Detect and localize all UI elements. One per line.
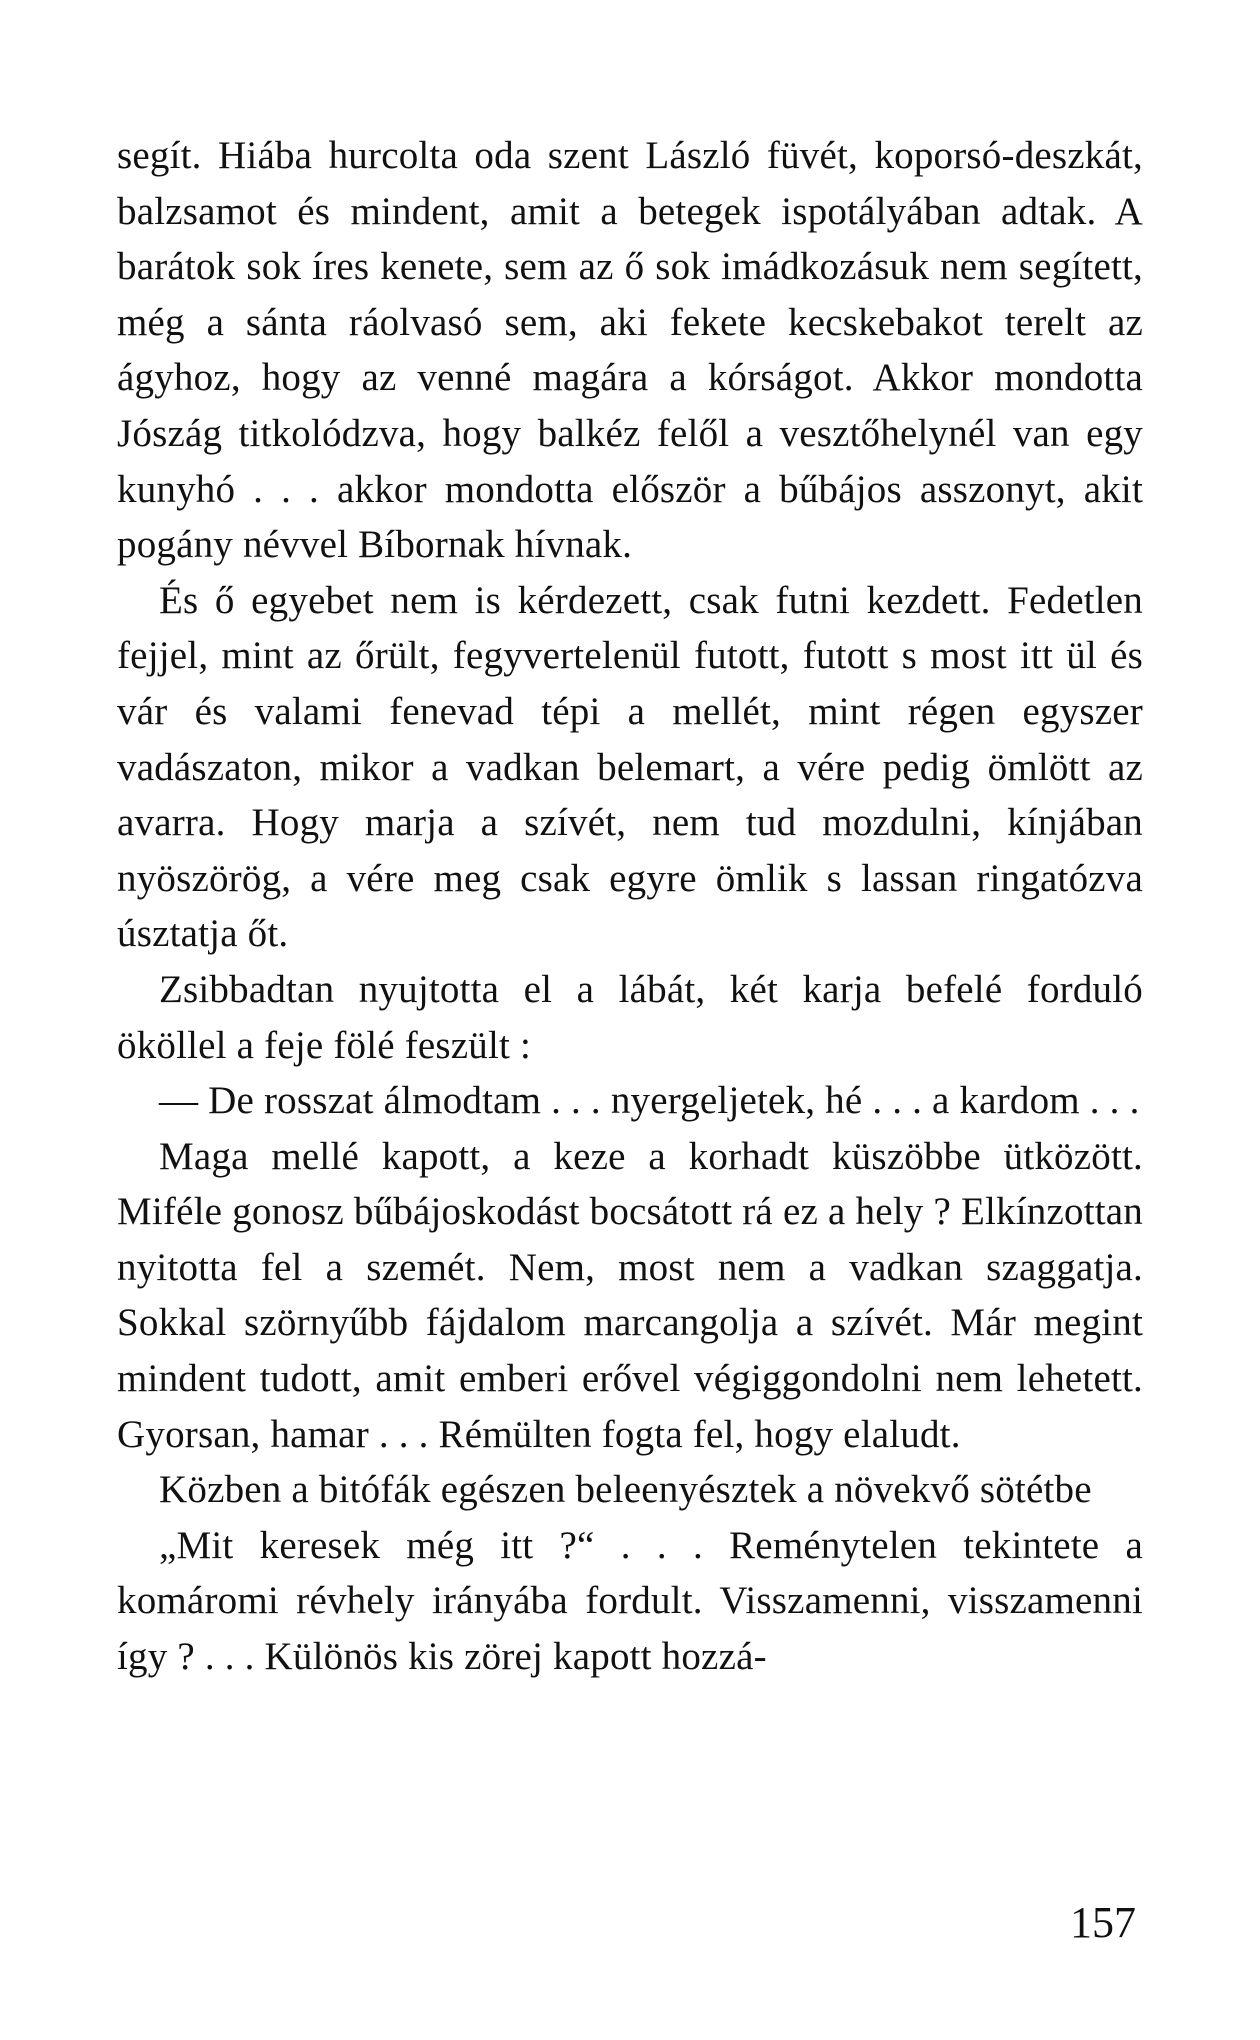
paragraph: Közben a bitófák egészen beleenyésztek a növekvő sötétbe [159, 1468, 1092, 1512]
paragraph: „Mit keresek még itt ?“ . . . Reménytelen tekintete a komáromi révhely irányába fordult. Visszamenni, visszamenni így ? . . . Különös kis zörej kapott hozzá- [117, 1523, 1143, 1679]
paragraph: Maga mellé kapott, a keze a korhadt küszöbbe ütközött. Miféle gonosz bűbájoskodást bocsátott rá ez a hely ? Elkínzottan nyitotta fel a szemét. Nem, most nem a vadkan szaggatja. Sokkal szörnyűbb fájdalom marcangolja a szívét. Már megint mindent tudott, amit emberi erővel végiggondolni nem lehetett. Gyorsan, hamar . . . Rémülten fogta fel, hogy elaludt. [117, 1134, 1143, 1456]
paragraph: És ő egyebet nem is kérdezett, csak futni kezdett. Fedetlen fejjel, mint az őrült, fegyvertelenül futott, futott s most itt ül és vár és valami fenevad tépi a mellét, mint régen egyszer vadászaton, mikor a vadkan belemart, a vére pedig ömlött az avarra. Hogy marja a szívét, nem tud mozdulni, kínjában nyöszörög, a vére meg csak egyre ömlik s lassan ringatózva úsztatja őt. [117, 578, 1143, 956]
page-number: 157 [1070, 1898, 1136, 1947]
paragraph: segít. Hiába hurcolta oda szent László füvét, koporsó-deszkát, balzsamot és mindent, amit a betegek ispotályában adtak. A barátok sok íres kenete, sem az ő sok imádkozásuk nem segített, még a sánta ráolvasó sem, aki fekete kecskebakot terelt az ágyhoz, hogy az venné magára a kórságot. Akkor mondotta Jószág titkolódzva, hogy balkéz felől a vesztőhelynél van egy kunyhó . . . akkor mondotta először a bűbájos asszonyt, akit pogány névvel Bíbornak hívnak. [117, 134, 1143, 567]
body-text [117, 128, 1143, 1685]
paragraph: — De rosszat álmodtam . . . nyergeljetek, hé . . . a kardom . . . [159, 1079, 1140, 1123]
paragraph: Zsibbadtan nyujtotta el a lábát, két karja befelé forduló ököllel a feje fölé feszült : [117, 967, 1143, 1067]
